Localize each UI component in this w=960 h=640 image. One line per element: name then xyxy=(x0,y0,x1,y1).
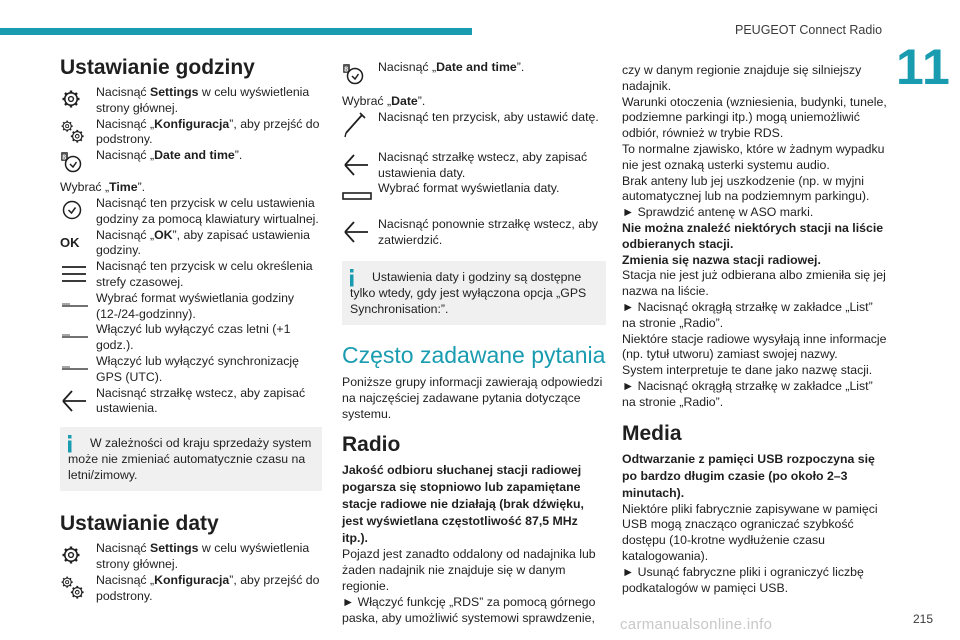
step-back-save-date: Nacisnąć strzałkę wstecz, aby zapisać ustawienia daty. xyxy=(342,150,606,182)
step-date-format: Wybrać format wyświetlania daty. xyxy=(342,181,606,213)
media-question: Odtwarzanie z pamięci USB rozpoczyna się po bardzo długim czasie (po około 2–3 minutach). xyxy=(622,451,875,500)
date-info-note: Ustawienia daty i godziny są dostępne tylko wtedy, gdy jest wyłączona opcja „GPS Synchronisation:”. xyxy=(342,261,606,325)
radio-answer-3b: System interpretuje te dane jako nazwę stacji. xyxy=(622,363,873,378)
step-configuration: Nacisnąć „Konfiguracja”, aby przejść do podstrony. xyxy=(60,573,322,605)
settings-gear-icon xyxy=(60,541,96,571)
back-arrow-icon xyxy=(342,150,378,180)
radio-action-2: ► Nacisnąć okrągłą strzałkę w zakładce „List” na stronie „Radio”. xyxy=(622,299,873,330)
date-section-title: Ustawianie daty xyxy=(60,512,219,536)
header-accent-bar xyxy=(0,28,472,35)
step-time-format: Wybrać format wyświetlania godziny (12-/24-godzinny). xyxy=(60,291,322,323)
media-answer: Niektóre pliki fabrycznie zapisywane w pamięci USB mogą znacząco ograniczać szybkość dostępu (10-krotne wydłużenie czasu katalogowania). xyxy=(622,501,878,563)
ok-icon: OK xyxy=(60,234,80,250)
faq-intro: Poniższe grupy informacji zawierają odpowiedzi na najczęściej zadawane pytania dotyczące systemu. xyxy=(342,374,603,421)
media-title: Media xyxy=(622,421,682,445)
settings-gear-icon xyxy=(60,85,96,115)
normal-text: To normalne zjawisko, które w żadnym wypadku nie jest oznaką usterki systemu audio. xyxy=(622,141,885,172)
step-set-date: Nacisnąć ten przycisk, aby ustawić datę. xyxy=(342,110,606,144)
radio-answer-1-cont: czy w danym regionie znajduje się silniejszy nadajnik. xyxy=(622,63,862,93)
step-set-time: Nacisnąć ten przycisk w celu ustawienia godziny za pomocą klawiatury wirtualnej. xyxy=(60,196,322,228)
radio-question-3: Zmienia się nazwa stacji radiowej. xyxy=(622,252,821,267)
step-configuration: Nacisnąć „Konfiguracja”, aby przejść do podstrony. xyxy=(60,117,322,149)
step-ok: OK Nacisnąć „OK”, aby zapisać ustawienia godziny. xyxy=(60,227,310,258)
menu-lines-icon xyxy=(60,259,96,289)
info-icon xyxy=(66,435,74,453)
chapter-number: 11 xyxy=(896,39,951,95)
time-info-note: W zależności od kraju sprzedaży system może nie zmieniać automatycznie czasu na letni/zimowy. xyxy=(60,427,322,491)
step-back-save: Nacisnąć strzałkę wstecz, aby zapisać ustawienia. xyxy=(60,386,322,418)
date-time-clock-icon xyxy=(60,148,96,178)
media-action: ► Usunąć fabryczne pliki i ograniczyć liczbę podkatalogów w pamięci USB. xyxy=(622,564,864,595)
radio-answer-2: Stacja nie jest już odbierana albo zmieniła się jej nazwa na liście. xyxy=(622,268,886,299)
select-date: Wybrać „Date”. xyxy=(342,94,426,108)
antenna-action: ► Sprawdzić antenę w ASO marki. xyxy=(622,205,814,220)
date-time-clock-icon xyxy=(342,60,378,90)
column-1 xyxy=(60,55,322,604)
page-number: 215 xyxy=(913,612,934,626)
pencil-icon xyxy=(342,110,378,140)
step-date-time: Nacisnąć „Date and time”. xyxy=(60,148,322,178)
back-arrow-icon xyxy=(342,217,378,247)
back-arrow-icon xyxy=(60,386,96,416)
configuration-gears-icon xyxy=(60,117,96,147)
step-timezone: Nacisnąć ten przycisk w celu określenia strefy czasowej. xyxy=(60,259,322,291)
step-confirm: Nacisnąć ponownie strzałkę wstecz, aby zatwierdzić. xyxy=(342,217,606,249)
radio-answer-3: Niektóre stacje radiowe wysyłają inne informacje (np. tytuł utworu) zamiast swojej nazwy. xyxy=(622,331,887,362)
radio-question-1: Jakość odbioru słuchanej stacji radiowej pogarsza się stopniowo lub zapamiętane stacje radiowe nie działają (brak dźwięku, jest wyświetlana częstotliwość 87,5 MHz itp.). xyxy=(342,463,584,546)
radio-answer-1: Pojazd jest zanadto oddalony od nadajnika lub żaden nadajnik nie znajduje się w danym regionie. xyxy=(342,547,596,593)
step-gps-sync: Włączyć lub wyłączyć synchronizację GPS (UTC). xyxy=(60,354,322,386)
step-date-time: Nacisnąć „Date and time”. xyxy=(342,60,606,90)
toggle-line-icon xyxy=(60,291,96,321)
step-summer-time: Włączyć lub wyłączyć czas letni (+1 godz.). xyxy=(60,322,322,354)
radio-action-3: ► Nacisnąć okrągłą strzałkę w zakładce „List” na stronie „Radio”. xyxy=(622,378,873,409)
toggle-line-icon xyxy=(60,322,96,352)
radio-action-1: ► Włączyć funkcję „RDS” za pomocą górnego paska, aby umożliwić systemowi sprawdzenie, xyxy=(342,594,596,625)
radio-title: Radio xyxy=(342,433,401,457)
watermark: carmanualsonline.info xyxy=(620,616,773,633)
column-2 xyxy=(342,60,606,626)
column-3 xyxy=(622,63,888,596)
pencil-clock-icon xyxy=(60,196,96,226)
info-icon xyxy=(348,269,356,287)
header-title: PEUGEOT Connect Radio xyxy=(735,23,883,37)
antenna-text: Brak anteny lub jej uszkodzenie (np. w myjni automatycznej lub na podziemnym parkingu). xyxy=(622,173,870,204)
bar-icon xyxy=(342,181,378,211)
step-settings: Nacisnąć Settings w celu wyświetlenia strony głównej. xyxy=(60,85,322,117)
time-section-title: Ustawianie godziny xyxy=(60,56,255,79)
faq-title: Często zadawane pytania xyxy=(342,341,606,368)
toggle-line-icon xyxy=(60,354,96,384)
select-time: Wybrać „Time”. xyxy=(60,180,146,195)
radio-question-2: Nie można znaleźć niektórych stacji na liście odbieranych stacji. xyxy=(622,220,884,251)
step-settings: Nacisnąć Settings w celu wyświetlenia strony głównej. xyxy=(60,541,322,573)
configuration-gears-icon xyxy=(60,573,96,603)
environment-text: Warunki otoczenia (wzniesienia, budynki, tunele, podziemne parkingi itp.) mogą uniemożliwić odbiór, również w trybie RDS. xyxy=(622,94,887,141)
